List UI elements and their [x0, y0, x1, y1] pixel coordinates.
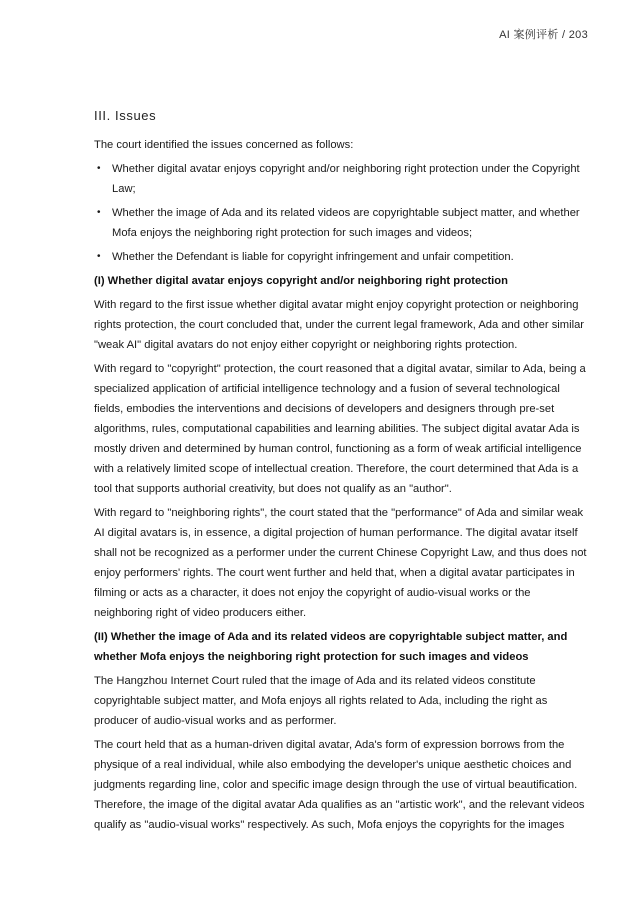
- subsection-heading-1: (I) Whether digital avatar enjoys copyright and/or neighboring right protection: [94, 275, 508, 287]
- paragraph: The Hangzhou Internet Court ruled that the image of Ada and its related videos constitute copyrightable subject matter, and Mofa enjoys all rights related to Ada, including the right as producer of audio-visual works and as performer.: [94, 675, 548, 727]
- issue-item: • Whether digital avatar enjoys copyright and/or neighboring right protection under the Copyright Law;: [94, 159, 588, 199]
- paragraph: With regard to the first issue whether digital avatar might enjoy copyright protection or neighboring rights protection, the court concluded that, under the current legal framework, Ada and other similar "weak AI" digital avatars do not enjoy either copyright or neighboring rights protection.: [94, 299, 585, 351]
- running-header: AI 案例评析 / 203: [499, 29, 588, 41]
- paragraph: With regard to "neighboring rights", the court stated that the "performance" of Ada and similar weak AI digital avatars is, in essence, a digital projection of human performance. The digital avatar itself shall not be recognized as a performer under the current Chinese Copyright Law, and thus does not enjoy performers' rights. The court went further and held that, when a digital avatar participates in filming or acts as a character, it does not enjoy the copyright of audio-visual works or the neighboring right of video producers either.: [94, 507, 587, 619]
- issues-intro: The court identified the issues concerned as follows:: [94, 139, 354, 151]
- issues-list: [94, 159, 588, 267]
- section-heading: III. Issues: [94, 108, 157, 123]
- paragraph: With regard to "copyright" protection, the court reasoned that a digital avatar, similar to Ada, being a specialized application of artificial intelligence technology and a fusion of several technological fields, embodies the interventions and decisions of developers and designers through pre-set algorithms, rules, computational capabilities and learning abilities. The subject digital avatar Ada is mostly driven and determined by human control, functioning as a form of weak artificial intelligence with a relatively limited scope of intellectual creation. Therefore, the court determined that Ada is a tool that supports authorial creativity, but does not qualify as an "author".: [94, 363, 586, 495]
- paragraph: The court held that as a human-driven digital avatar, Ada's form of expression borrows from the physique of a real individual, while also embodying the developer's unique aesthetic choices and judgments regarding line, color and specific image design through the use of virtual beautification. Therefore, the image of the digital avatar Ada qualifies as an "artistic work", and the relevant videos qualify as "audio-visual works" respectively. As such, Mofa enjoys the copyrights for the images: [94, 739, 585, 831]
- subsection-heading-2: (II) Whether the image of Ada and its related videos are copyrightable subject matter, and whether Mofa enjoys the neighboring right protection for such images and videos: [94, 631, 568, 663]
- issue-item: • Whether the Defendant is liable for copyright infringement and unfair competition.: [94, 247, 588, 267]
- issue-item: • Whether the image of Ada and its related videos are copyrightable subject matter, and whether Mofa enjoys the neighboring right protection for such images and videos;: [94, 203, 588, 243]
- page-content: [94, 108, 588, 839]
